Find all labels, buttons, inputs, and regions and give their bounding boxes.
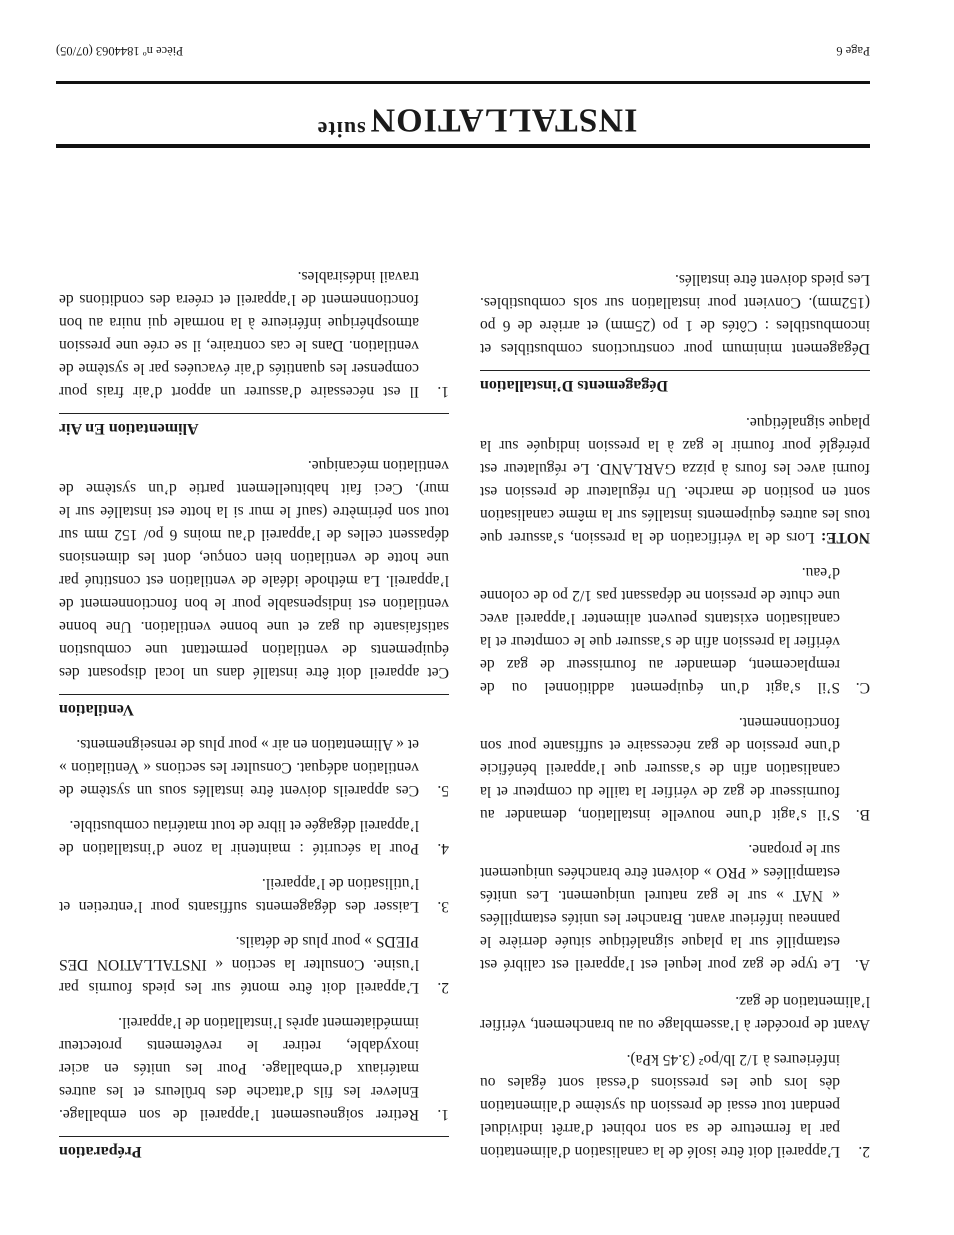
note-label: NOTE:	[820, 529, 870, 546]
item-text: Le type de gaz pour lequel est l’appareil est calibré est estampillé sur la plaque signalétique située derrière le panneau inférieur avant. Brancher les unités estampillées « NAT » sur le gaz naturel uniquement. Les unités estampillées « PRO » doivent être branchées uniquement sur le propane.	[480, 841, 840, 973]
note-paragraph	[480, 411, 870, 549]
air-supply-heading: Alimentation En Air	[59, 413, 449, 440]
item-text: Retirer soigneusement l’appareil de son emballage. Enlever les fils d’attache des brûleurs et les autres matériaux d’emballage. Pour les unités en acier inoxydable, retirer le revêtements protecteur immédiatement après l’installation de l’appareil.	[59, 1014, 419, 1123]
title-text: INSTALLATION	[369, 101, 638, 139]
item-text: Il est nécessaire d’assurer un apport d’air frais pour compenser les quantités d’air évacuées par le système de ventilation. Dans le cas contraire, il se crée une pression atmosphérique inférieure à la normale qui nuira au bon fonctionnement de l’appareil et créera des conditions de travail indésirables.	[59, 268, 419, 400]
item-number: 1.	[437, 1106, 449, 1123]
item-text: L’appareil doit être isolé de la canalisation d’alimentation par la fermeture de sa son robinet d’arrêt individuel pendant tout essai de pression du système d’alimentation dès lors que les pressions d’essai sont égales ou inférieures à 1/2 lb/po² (3.45 kPa).	[480, 1051, 840, 1160]
gas-item-a	[480, 838, 870, 976]
title-suffix: suite	[316, 117, 366, 142]
clearances-text: Dégagement minimum pour constructions combustibles et incombustibles : Côtés de 1 po (25mm) et arrière de 6 po (152mm). Convient pour installation sur sols combustibles. Les pieds doivent être installés.	[480, 271, 870, 357]
ventilation-text: Cet appareil doit être installé dans un local disposant des équipements de ventilation permettant une combustion satisfaisante du gaz et une bonne ventilation. Une bonne ventilation est indispensable pour le bon fonctionnement de l’appareil. La méthode idéale de ventilation est constitué par une hotte de ventilation bien conçue, dont les dimensions dépassent celles de l’appareil d’au moins 6 po/ 152 mm sur tout son périmètre (sauf le mur si la hotte est installée sur le mur). Ceci fait habituellement partie d’un système de ventilation mécanique.	[59, 457, 449, 681]
title-top-rule	[56, 144, 870, 148]
item-letter: A.	[854, 956, 870, 973]
item-text: Ces appareils doivent être installés sous un système de ventilation adéquat. Consulter les sections « Ventilation » et « Alimentation en air » pour plus de renseignements.	[59, 736, 419, 799]
gas-item-c	[480, 561, 870, 699]
right-column	[59, 253, 449, 1163]
title-bottom-rule	[56, 81, 870, 84]
item-text: S’il s’agit d’un équipement additionnel ou de remplacement, demander au fournisseur de gaz de vérifier la pression afin de s’assurer que le compteur et la canalisation existants peuvent alimenter l’appareil avec une chute de pression ne dépassant pas 1/2 po de colonne d’eau.	[480, 564, 840, 696]
prep-item-5	[59, 733, 449, 802]
item-text: L’appareil doit être monté sur les pieds fournis par l’usine. Consulter la section « INSTALLATION DES PIEDS » pour plus de détails.	[59, 933, 419, 996]
item-number: 4.	[437, 840, 449, 857]
gas-item-b	[480, 711, 870, 826]
item-number: 2.	[858, 1143, 870, 1160]
item-text: Laisser des dégagements suffisants pour l’entretien et l’utilisation de l’appareil.	[59, 875, 419, 915]
item-number: 3.	[437, 898, 449, 915]
item-text: Pour la sécurité : maintenir la zone d’installation de l’appareil dégagée et libre de tout matériau combustible.	[59, 817, 419, 857]
prep-item-2-continued	[480, 1048, 870, 1163]
before-connect-paragraph: Avant de procéder à l’assemblage ou au branchement, vérifier l’alimentation de gaz.	[480, 993, 870, 1033]
page-title	[0, 92, 954, 142]
note-text: Lors de la vérification de la pression, s’assurer que tous les autres équipements installés sur la même canalisation sont en position de marche. Un régulateur de pression est fourni avec les fours à pizza GARLAND. Le régulateur est préréglé pour fournir le gaz à la pression indiquée sur la plaque signalétique.	[479, 414, 870, 546]
item-number: 5.	[437, 782, 449, 799]
left-column	[480, 254, 870, 1163]
part-number: Pièce nº 1844063 (07/05)	[56, 44, 184, 58]
page-number: Page 6	[836, 44, 870, 58]
item-number: 1.	[437, 383, 449, 400]
item-letter: C.	[855, 679, 870, 696]
prep-item-1	[59, 1011, 449, 1126]
air-item-1	[59, 265, 449, 403]
preparation-heading: Préparation	[59, 1136, 449, 1163]
prep-item-2	[59, 930, 449, 999]
item-letter: B.	[855, 806, 870, 823]
item-number: 2.	[437, 979, 449, 996]
clearances-heading: Dégagements D’installation	[480, 370, 870, 397]
item-text: S’il s’agit d’une nouvelle installation, demander au fournisseur de gaz de vérifier la taille du compteur et la canalisation afin de s’assurer que l’appareil bénéficie d’une pression de gaz nécessaire et suffisante pour son fonctionnement.	[480, 714, 840, 823]
prep-item-4	[59, 814, 449, 860]
ventilation-heading: Ventilation	[59, 694, 449, 721]
prep-item-3	[59, 872, 449, 918]
